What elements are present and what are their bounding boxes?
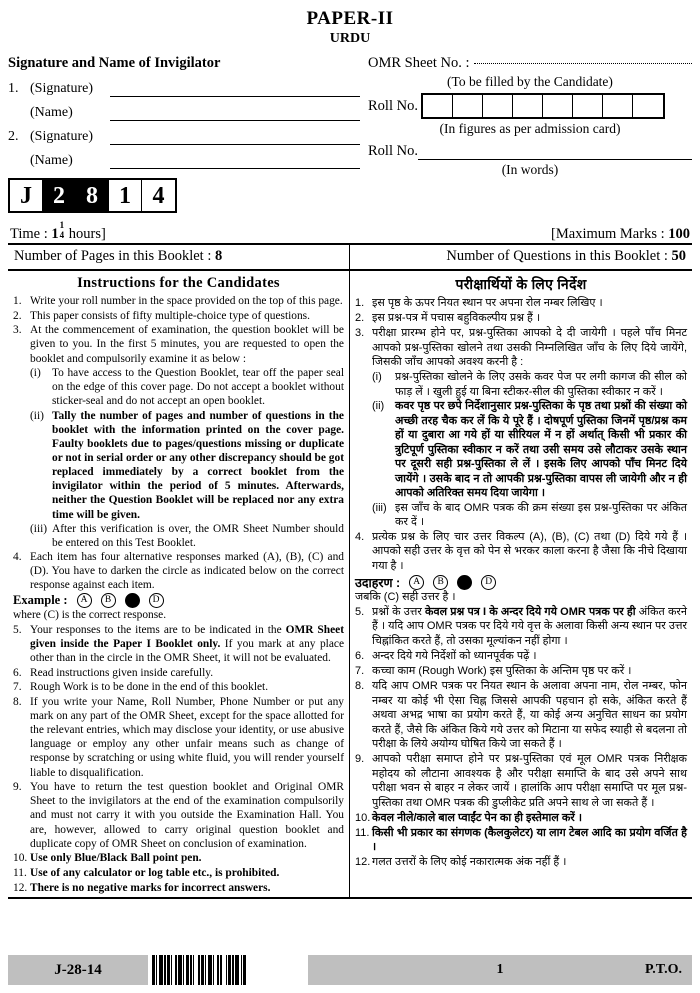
en-instruction-item-5: [13, 623, 344, 665]
en-example-bubble-D: D: [149, 593, 164, 608]
hi-example-bubble-A: A: [409, 575, 424, 590]
item-marker: 11.: [355, 826, 370, 839]
time-allowed: Time : 1 1 4 hours]: [10, 220, 106, 242]
roll-no-box-6[interactable]: [573, 95, 603, 117]
item-marker: (iii): [30, 522, 48, 535]
max-marks-value: 100: [668, 226, 690, 242]
item-marker: 6.: [355, 649, 365, 662]
item-marker: 2.: [355, 312, 365, 325]
item-text: To have access to the Question Booklet, tear off the paper seal on the edge of this cover page. Do not accept a booklet without sticker-seal and do not accept an open booklet.: [52, 367, 344, 408]
item-marker: (ii): [30, 409, 44, 422]
roll-no-box-7[interactable]: [603, 95, 633, 117]
item-marker: (i): [30, 367, 41, 380]
en-instruction-item-3: [13, 323, 344, 365]
questions-count-value: 50: [671, 248, 686, 264]
item-marker: 1.: [355, 297, 365, 309]
subject-title: URDU: [329, 31, 371, 46]
hi-instruction-item-2: [355, 311, 687, 326]
item-marker: (ii): [372, 400, 385, 413]
item-text: Use only Blue/Black Ball point pen.: [30, 852, 202, 865]
roll-no-box-3[interactable]: [483, 95, 513, 117]
omr-sheet-no-input[interactable]: [474, 63, 693, 64]
roll-no-box-8[interactable]: [633, 95, 663, 117]
item-marker: 5.: [13, 623, 22, 636]
instructions-english-column: [8, 271, 350, 897]
booklet-code-boxes: [8, 178, 177, 213]
roll-no-box-5[interactable]: [543, 95, 573, 117]
invigilator-heading: Signature and Name of Invigilator: [8, 55, 221, 71]
barcode: [148, 955, 308, 985]
invigilator-row-2-signature: [8, 124, 360, 145]
booklet-code-cell-2: 8: [76, 180, 109, 211]
hi-example-bubble-B: B: [433, 575, 448, 590]
roll-no-box-2[interactable]: [453, 95, 483, 117]
item-marker: 12.: [355, 856, 371, 869]
barcode-bar: [243, 955, 246, 985]
en-instruction-item-11: [13, 866, 344, 880]
item-marker: 10.: [13, 852, 28, 865]
item-marker: 2.: [13, 309, 22, 322]
en-example-note: where (C) is the correct response.: [13, 609, 167, 622]
en-instruction-item-7: [13, 680, 344, 694]
roll-no-figures-row: [368, 93, 692, 119]
footer-page-number: 1: [496, 962, 504, 977]
item-text: Tally the number of pages and number of questions in the booklet with the information printed on the cover page. Faulty booklets due to pages/questions missing or duplicate or not in serial order or any other discrepancy should be got replaced immediately by a correct booklet from the invigilator within the period of 5 minutes. Afterwards, neither the Question Booklet will be replaced nor any extra time will be given.: [52, 409, 344, 521]
item-marker: 8.: [13, 695, 22, 708]
hi-instruction-item-9: [355, 752, 687, 810]
hi-example-row: [355, 574, 687, 591]
signature-write-line[interactable]: [110, 84, 360, 97]
item-marker: (iii): [372, 501, 387, 514]
en-instruction-item-8: [13, 695, 344, 780]
hi-example-bubble-D: D: [481, 575, 496, 590]
hi-instruction-item-12: [355, 855, 687, 870]
item-marker: 10.: [355, 811, 371, 824]
item-text: इस पृष्ठ के ऊपर नियत स्थान पर अपना रोल नम्बर लिखिए ।: [372, 297, 603, 309]
instructions-hindi-title: परीक्षार्थियों के लिए निर्देश: [455, 276, 587, 292]
time-value: 1: [51, 226, 59, 242]
en-instruction-item-9: [13, 780, 344, 851]
page-footer: [8, 955, 692, 985]
en-instruction-item-2: [13, 309, 344, 323]
roll-no-words-row: [368, 143, 692, 160]
en-instruction-item-4: [13, 550, 344, 592]
item-text: Rough Work is to be done in the end of this booklet.: [30, 681, 269, 694]
en-instruction-subitem-2: [13, 409, 344, 522]
hi-instruction-item-5: [355, 605, 687, 649]
row-number: 2.: [8, 129, 19, 144]
maximum-marks: [Maximum Marks : 100: [551, 226, 690, 242]
item-text: Each item has four alternative responses marked (A), (B), (C) and (D). You have to darken the circle as indicated below on the correct response against each item.: [30, 551, 344, 592]
roll-no-box-1[interactable]: [423, 95, 453, 117]
item-marker: 7.: [13, 681, 22, 694]
footer-booklet-code: J-28-14: [8, 955, 148, 985]
hi-instruction-subitem-3: [355, 501, 687, 530]
hi-instruction-item-10: [355, 811, 687, 826]
hi-instruction-item-3: [355, 326, 687, 370]
name-write-line[interactable]: [110, 156, 360, 169]
hi-instruction-item-4: [355, 530, 687, 574]
item-text: कवर पृष्ठ पर छपे निर्देशानुसार प्रश्न-पुस्तिका के पृष्ठ तथा प्रश्नों की संख्या को अच्छी तरह चैक कर लें कि ये पूरे हैं । दोषपूर्ण पुस्तिका जिनमें पृष्ठ/प्रश्न कम हों या दुबारा आ गये हों या सीरियल में न हों अर्थात् किसी भी प्रकार की त्रुटिपूर्ण पुस्तिका स्वीकार न करें तथा उसी समय उसे लौटाकर उसके स्थान पर दूसरी सही प्रश्न-पुस्तिका ले लें । इसके लिए आपको पाँच मिनट दिये जायेंगे । उसके बाद न तो आपकी प्रश्न-पुस्तिका वापस ली जायेगी और न ही आपको अतिरिक्त समय दिया जायेगा ।: [395, 400, 687, 500]
item-text: कच्चा काम (Rough Work) इस पुस्तिका के अन्तिम पृष्ठ पर करें ।: [372, 664, 632, 677]
en-instruction-item-10: [13, 851, 344, 865]
questions-count-cell: Number of Questions in this Booklet : 50: [446, 248, 686, 264]
item-marker: 12.: [13, 881, 28, 894]
in-words-note: (In words): [501, 162, 559, 177]
item-text: यदि आप OMR पत्रक पर नियत स्थान के अलावा अपना नाम, रोल नम्बर, फोन नम्बर या कोई भी ऐसा चिह्न जिससे आपकी पहचान हो सके, अंकित करते हैं अथवा अभद्र भाषा का प्रयोग करते हैं, या कोई अन्य अनुचित साधन का प्रयोग करते हैं, जैसे कि अंकित किये गये उत्तर को मिटाना या सफेद स्याही से बदलना तो परीक्षा के लिये अयोग्य घोषित किये जा सकते हैं ।: [372, 680, 687, 751]
hi-example-label: उदाहरण :: [355, 576, 401, 591]
in-figures-note: (In figures as per admission card): [439, 121, 621, 136]
item-text: अन्दर दिये गये निर्देशों को ध्यानपूर्वक पढ़ें ।: [372, 649, 537, 662]
en-instruction-subitem-3: [13, 522, 344, 550]
item-text: प्रत्येक प्रश्न के लिए चार उत्तर विकल्प (A), (B), (C) तथा (D) दिये गये हैं । आपको सही उत्तर के वृत्त को पेन से भरकर काला करना है जैसा कि नीचे दिखाया गया है ।: [372, 530, 687, 572]
item-marker: 1.: [13, 295, 22, 307]
item-marker: 8.: [355, 680, 365, 692]
name-write-line[interactable]: [110, 108, 360, 121]
booklet-code-cell-4: 4: [142, 180, 175, 211]
instructions-english-title: Instructions for the Candidates: [77, 275, 280, 291]
en-instruction-subitem-1: [13, 366, 344, 408]
roll-no-box-4[interactable]: [513, 95, 543, 117]
item-text: किसी भी प्रकार का संगणक (कैलकुलेटर) या लाग टेबल आदि का प्रयोग वर्जित है ।: [372, 826, 687, 854]
hi-instruction-item-1: [355, 296, 687, 311]
booklet-code-cell-3: 1: [109, 180, 142, 211]
en-instruction-item-12: [13, 881, 344, 895]
en-example-bubble-A: A: [77, 593, 92, 608]
item-marker: 3.: [13, 324, 22, 337]
row-label: (Name): [30, 105, 73, 120]
page-title: PAPER-II: [306, 8, 394, 29]
hi-instruction-subitem-1: [355, 370, 687, 399]
omr-sheet-no-label: OMR Sheet No. :: [368, 55, 470, 71]
item-text: प्रश्नों के उत्तर केवल प्रश्न पत्र I के अन्दर दिये गये OMR पत्रक पर ही अंकित करने हैं । यदि आप OMR पत्रक पर दिये गये वृत्त के अलावा किसी अन्य स्थान पर उत्तर चिह्नांकित करते हैं, तो उसका मूल्यांकन नहीं होगा ।: [372, 605, 688, 647]
time-and-marks-row: [8, 222, 692, 243]
item-text: आपको परीक्षा समाप्त होने पर प्रश्न-पुस्तिका एवं मूल OMR पत्रक निरीक्षक महोदय को लौटाना आवश्यक है और परीक्षा समाप्ति के बाद उसे अपने साथ परीक्षा भवन से बाहर न लेकर जायें । हालांकि आप परीक्षा समाप्ति पर मूल प्रश्न-पुस्तिका तथा OMR पत्रक की डुप्लीकेट प्रति अपने साथ ले जा सकते हैं ।: [372, 753, 687, 809]
hi-instruction-subitem-2: [355, 399, 687, 501]
item-text: If you write your Name, Roll Number, Phone Number or put any mark on any part of the OMR Sheet, except for the space allotted for the relevant entries, which may disclose your identity, or use abusive language or employ any other unfair means such as change of response by scratching or using white fluid, you will render yourself liable to disqualification.: [30, 695, 344, 779]
item-text: परीक्षा प्रारम्भ होने पर, प्रश्न-पुस्तिका आपको दे दी जायेगी । पहले पाँच मिनट आपको प्रश्न-पुस्तिका खोलने तथा उसकी निम्नलिखित जाँच के लिए दिये जायेंगे, जिसकी जाँच आपको अवश्य करनी है :: [372, 327, 687, 369]
invigilator-row-1-signature: [8, 76, 360, 97]
item-marker: 11.: [13, 866, 27, 879]
booklet-counts-row: [8, 243, 692, 271]
time-fraction: 1 4: [59, 220, 65, 240]
hi-example-bubble-C: [457, 575, 472, 590]
en-example-bubble-C: [125, 593, 140, 608]
item-marker: 4.: [13, 551, 22, 564]
hi-instruction-item-7: [355, 664, 687, 679]
item-text: इस जाँच के बाद OMR पत्रक की क्रम संख्या इस प्रश्न-पुस्तिका पर अंकित कर दें ।: [395, 501, 687, 529]
item-text: प्रश्न-पुस्तिका खोलने के लिए उसके कवर पेज पर लगी कागज की सील को फाड़ लें । खुली हुई या बिना स्टीकर-सील की पुस्तिका स्वीकार न करें ।: [395, 371, 687, 398]
item-text: This paper consists of fifty multiple-choice type of questions.: [30, 309, 310, 322]
en-example-label: Example :: [13, 593, 68, 608]
omr-block: [360, 55, 692, 213]
item-marker: 9.: [13, 781, 22, 794]
item-text: केवल नीले/काले बाल प्वाईंट पेन का ही इस्तेमाल करें ।: [372, 811, 583, 824]
roll-no-boxes[interactable]: [421, 93, 665, 119]
item-text: इस प्रश्न-पत्र में पचास बहुविकल्पीय प्रश्न हैं ।: [372, 312, 541, 325]
item-text: गलत उत्तरों के लिए कोई नकारात्मक अंक नहीं हैं ।: [372, 856, 567, 869]
invigilator-block: [8, 55, 360, 213]
hi-instruction-item-11: [355, 826, 687, 855]
item-text: After this verification is over, the OMR Sheet Number should be entered on this Test Booklet.: [52, 522, 344, 549]
item-text: Use of any calculator or log table etc., is prohibited.: [30, 866, 280, 879]
row-label: (Name): [30, 153, 73, 168]
invigilator-row-1-name: [8, 100, 360, 121]
omr-sheet-no-row: [368, 55, 692, 72]
item-text: At the commencement of examination, the question booklet will be given to you. In the first 5 minutes, you are requested to open the booklet and compulsorily examine it as below :: [30, 324, 344, 365]
item-marker: 9.: [355, 753, 365, 766]
en-example-bubble-B: B: [101, 593, 116, 608]
hi-instruction-item-8: [355, 679, 687, 752]
instructions-area: [8, 271, 692, 899]
item-marker: 6.: [13, 666, 22, 679]
booklet-code-cell-0: J: [10, 180, 43, 211]
item-text: There is no negative marks for incorrect answers.: [30, 881, 271, 894]
booklet-code-cell-1: 2: [43, 180, 76, 211]
item-text: Your responses to the items are to be indicated in the OMR Sheet given inside the Paper I Booklet only. If you mark at any place other than in the circle in the OMR Sheet, it will not be evaluated.: [30, 623, 344, 664]
roll-no-label: Roll No.: [368, 97, 418, 114]
row-number: 1.: [8, 81, 19, 96]
filled-by-candidate-note: (To be filled by the Candidate): [447, 74, 613, 89]
en-example-row: [13, 593, 344, 608]
roll-no-words-input[interactable]: [418, 147, 692, 160]
row-label: (Signature): [30, 81, 93, 96]
item-marker: 5.: [355, 605, 365, 618]
en-instruction-item-1: [13, 294, 344, 308]
en-instruction-item-6: [13, 666, 344, 680]
item-marker: 7.: [355, 664, 365, 677]
footer-right-band: [308, 955, 692, 985]
identity-region: [8, 55, 692, 213]
item-text: Write your roll number in the space provided on the top of this page.: [30, 295, 343, 307]
pages-count-cell: Number of Pages in this Booklet : 8: [8, 245, 350, 269]
item-marker: 3.: [355, 327, 365, 340]
roll-no-words-label: Roll No.: [368, 143, 418, 159]
hi-example-note: जबकि (C) सही उत्तर है ।: [355, 591, 456, 604]
pages-count-value: 8: [214, 248, 223, 264]
hi-instruction-item-6: [355, 649, 687, 664]
item-text: Read instructions given inside carefully.: [30, 666, 214, 679]
footer-pto: P.T.O.: [645, 962, 682, 977]
instructions-hindi-column: [350, 271, 692, 897]
item-marker: (i): [372, 371, 382, 384]
row-label: (Signature): [30, 129, 93, 144]
signature-write-line[interactable]: [110, 132, 360, 145]
invigilator-row-2-name: [8, 148, 360, 169]
item-marker: 4.: [355, 530, 365, 543]
item-text: You have to return the test question booklet and Original OMR Sheet to the invigilators at the end of the examination compulsorily and must not carry it with you outside the Examination Hall. You are, however, allowed to carry original question booklet and duplicate copy of OMR Sheet on conclusion of examination.: [30, 781, 344, 850]
